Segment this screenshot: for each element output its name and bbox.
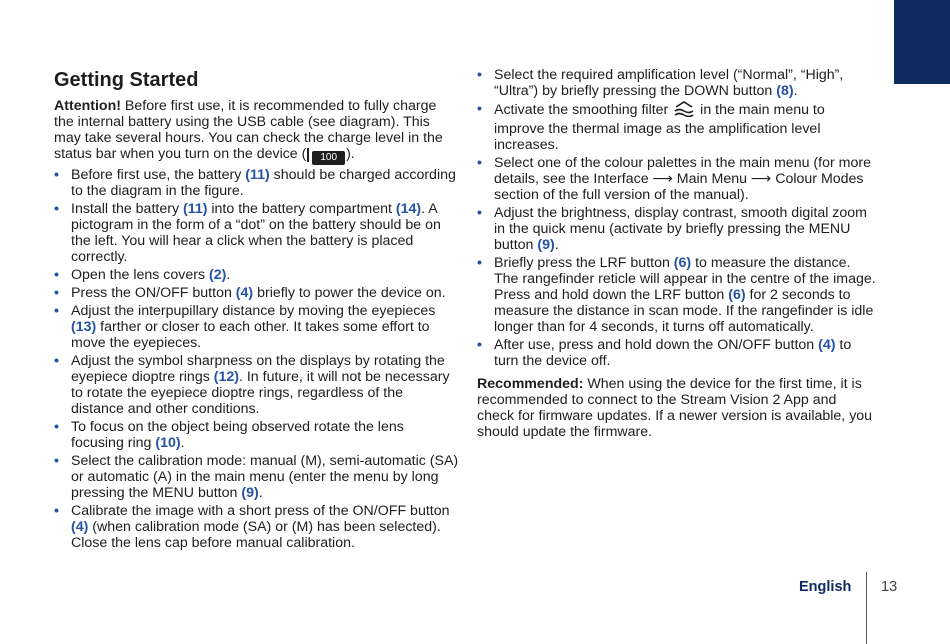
list-item: • Open the lens covers (2).	[54, 267, 459, 283]
smoothing-filter-icon	[674, 101, 694, 121]
attention-text-end: ).	[346, 146, 355, 162]
recommended-text: When using the device for the first time, it is recommended to connect to the Stream Vision 2 App and check for firmware updates. If a newer version is available, you should update the firmware.	[477, 376, 873, 440]
part-reference: (14)	[395, 201, 422, 217]
part-reference: (6)	[728, 287, 746, 303]
list-item: • Adjust the interpupillary distance by moving the eyepieces (13) farther or closer to each other. It takes some effort to move the eyepieces.	[54, 303, 459, 351]
list-item: • Press the ON/OFF button (4) briefly to power the device on.	[54, 285, 459, 301]
attention-paragraph	[54, 98, 459, 165]
part-reference: (10)	[155, 435, 181, 451]
footer-language: English	[799, 579, 852, 595]
part-reference: (12)	[213, 369, 239, 385]
battery-icon	[307, 148, 345, 165]
part-reference: (4)	[818, 337, 836, 353]
battery-value: 100	[312, 151, 345, 165]
right-column	[477, 67, 877, 440]
part-reference: (4)	[71, 519, 89, 535]
part-reference: (2)	[209, 267, 227, 283]
part-reference: (9)	[241, 485, 259, 501]
part-reference: (8)	[776, 83, 794, 99]
list-item: • Select the calibration mode: manual (M), semi-automatic (SA) or automatic (A) in the main menu (enter the menu by long pressing the MENU button (9).	[54, 453, 459, 501]
list-item: • Adjust the brightness, display contrast, smooth digital zoom in the quick menu (activate by briefly pressing the MENU button (9).	[477, 205, 877, 253]
attention-label: Attention!	[54, 98, 121, 114]
list-item: • Calibrate the image with a short press of the ON/OFF button (4) (when calibration mode (SA) or (M) has been selected). Close the lens cap before manual calibration.	[54, 503, 459, 551]
part-reference: (11)	[182, 201, 208, 217]
page-number: 13	[881, 579, 898, 595]
right-bullet-list	[477, 67, 877, 369]
attention-text: Before first use, it is recommended to fully charge the internal battery using the USB cable (see diagram). This may take several hours. You can check the charge level in the status bar when you turn on the device (	[54, 98, 443, 162]
left-bullet-list	[54, 167, 459, 551]
left-column	[54, 66, 459, 553]
recommended-label: Recommended:	[477, 376, 584, 392]
part-reference: (4)	[235, 285, 254, 301]
list-item: • To focus on the object being observed rotate the lens focusing ring (10).	[54, 419, 459, 451]
list-item: • After use, press and hold down the ON/OFF button (4) to turn the device off.	[477, 337, 877, 369]
list-item: • Briefly press the LRF button (6) to measure the distance. The rangefinder reticle will appear in the centre of the image. Press and hold down the LRF button (6) for 2 seconds to measure the distance in scan mode. If the rangefinder is idle longer than for 4 seconds, it turns off automatically.	[477, 255, 877, 335]
list-item: • Adjust the symbol sharpness on the displays by rotating the eyepiece dioptre rings (12). In future, it will not be necessary to rotate the eyepiece dioptre rings, regardless of the distance and other conditions.	[54, 353, 459, 417]
list-item: • Install the battery (11) into the battery compartment (14). A pictogram in the form of a “dot” on the battery should be on the left. You will hear a click when the battery is placed correctly.	[54, 201, 459, 265]
list-item: • Select one of the colour palettes in the main menu (for more details, see the Interface ⟶ Main Menu ⟶ Colour Modes section of the full version of the manual).	[477, 155, 877, 203]
recommended-paragraph	[477, 376, 877, 440]
part-reference: (9)	[537, 237, 555, 253]
footer-divider	[866, 572, 867, 644]
list-item: • Select the required amplification level (“Normal”, “High”, “Ultra”) by briefly pressing the DOWN button (8).	[477, 67, 877, 99]
part-reference: (6)	[673, 255, 692, 271]
corner-accent-block	[894, 0, 950, 84]
list-item: • Activate the smoothing filter in the main menu to improve the thermal image as the amplification level increases.	[477, 101, 877, 153]
page-title: Getting Started	[54, 69, 199, 91]
part-reference: (13)	[71, 319, 97, 335]
list-item: • Before first use, the battery (11) should be charged according to the diagram in the figure.	[54, 167, 459, 199]
part-reference: (11)	[245, 167, 270, 183]
